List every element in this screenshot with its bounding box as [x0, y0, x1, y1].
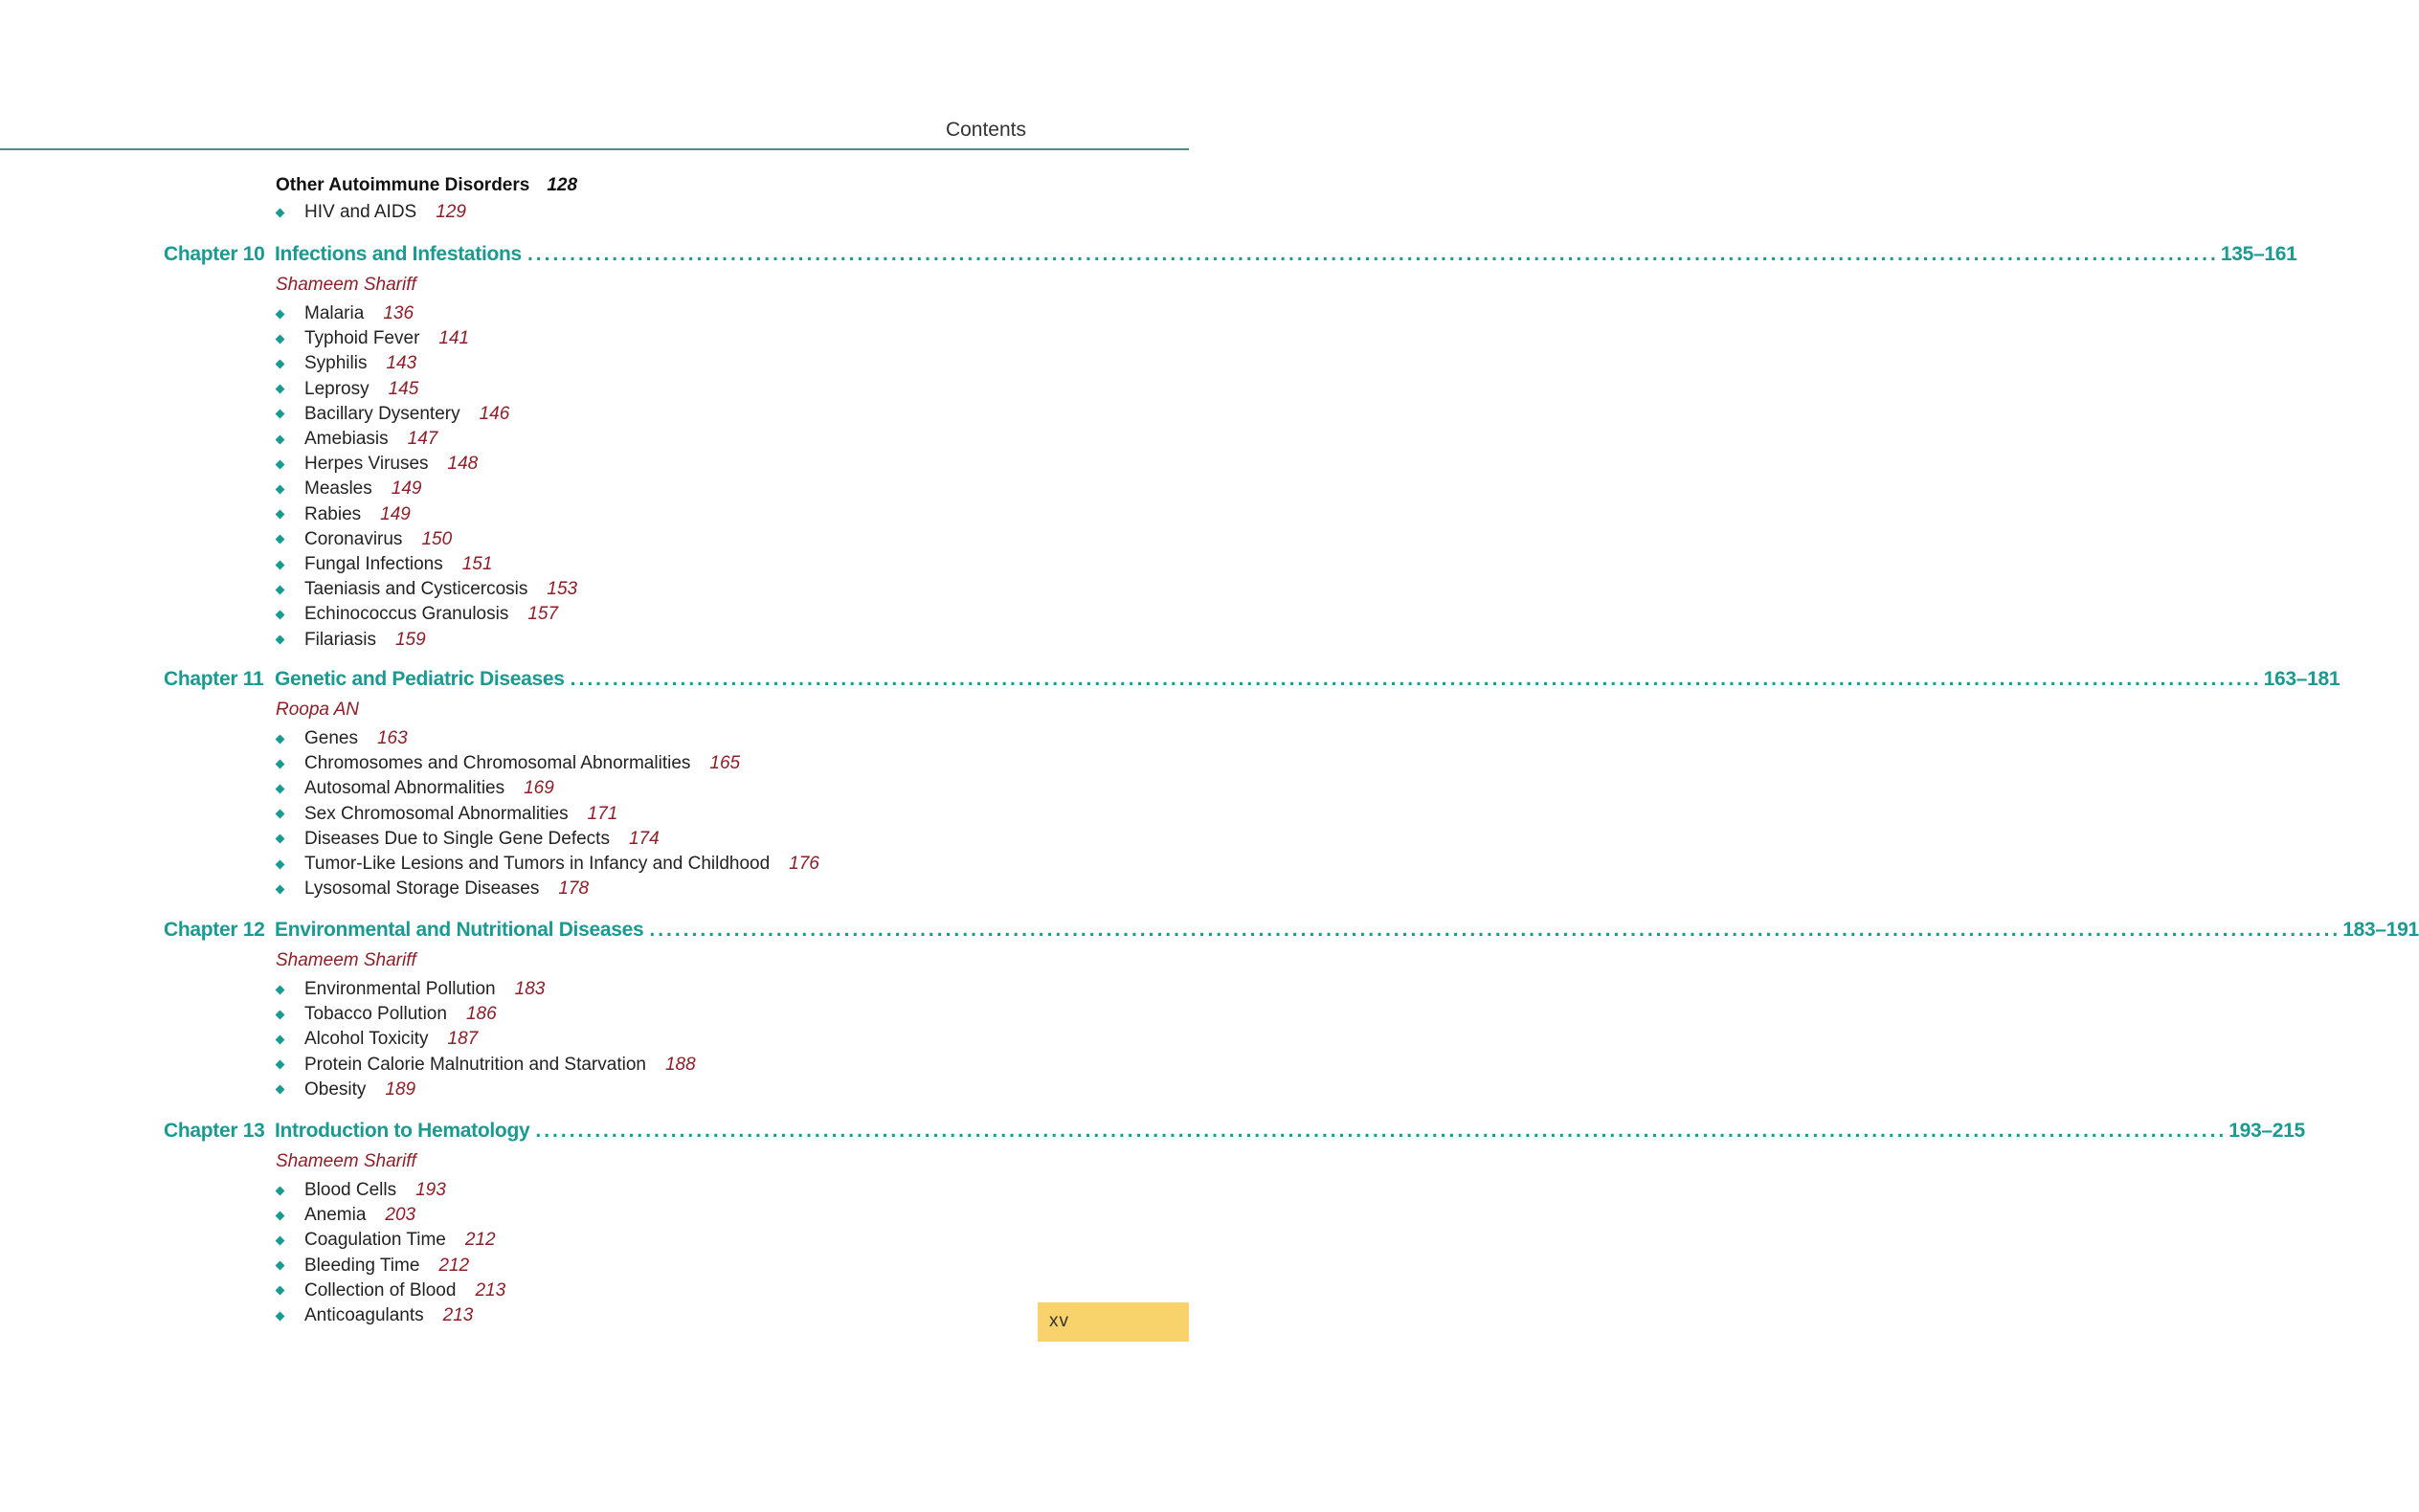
- toc-item: [276, 577, 577, 602]
- toc-item-page: 153: [547, 579, 578, 600]
- section-heading: [276, 175, 577, 196]
- toc-item: [276, 977, 545, 1002]
- toc-item: [276, 452, 478, 477]
- toc-item: [276, 502, 411, 527]
- toc-item-label: Measles: [304, 478, 372, 500]
- chapter-page-range: 193–215: [2229, 1120, 2305, 1142]
- diamond-bullet-icon: [276, 434, 285, 444]
- page-number-tab: [1038, 1302, 1189, 1342]
- toc-item-page: 151: [461, 554, 493, 574]
- section-heading-title: Other Autoimmune Disorders: [276, 175, 530, 195]
- toc-item-label: Tumor-Like Lesions and Tumors in Infancy and Childhood: [304, 854, 771, 874]
- toc-item-page: 169: [524, 778, 554, 799]
- diamond-bullet-icon: [276, 334, 285, 344]
- toc-item-label: Chromosomes and Chromosomal Abnormalities: [304, 753, 691, 774]
- toc-item: [276, 1002, 497, 1027]
- toc-item-label: Malaria: [304, 303, 365, 323]
- toc-item: [276, 477, 421, 501]
- toc-item: [276, 877, 589, 901]
- diamond-bullet-icon: [276, 535, 285, 545]
- diamond-bullet-icon: [276, 610, 285, 619]
- diamond-bullet-icon: [276, 385, 285, 394]
- toc-item-label: Filariasis: [304, 629, 376, 650]
- diamond-bullet-icon: [276, 208, 285, 217]
- leader-dots: ........................................................................................................................................................................................................: [526, 243, 2219, 265]
- toc-item-page: 187: [447, 1029, 479, 1050]
- toc-item-label: Genes: [304, 728, 358, 748]
- chapter-heading: [164, 919, 2419, 947]
- diamond-bullet-icon: [276, 859, 285, 869]
- toc-item: [276, 827, 660, 852]
- toc-item-page: 150: [421, 528, 453, 549]
- toc-item: [276, 1027, 478, 1052]
- toc-item-page: 188: [664, 1054, 696, 1075]
- chapter-author: Shameem Shariff: [276, 1151, 416, 1171]
- running-head: Contents: [945, 119, 1026, 141]
- diamond-bullet-icon: [276, 359, 285, 368]
- toc-item-page: 203: [385, 1205, 416, 1226]
- toc-item-page: 149: [380, 503, 411, 524]
- toc-item-label: Echinococcus Granulosis: [304, 604, 509, 625]
- chapter-title: Infections and Infestations: [275, 243, 522, 265]
- page-number: xv: [1049, 1311, 1069, 1331]
- toc-item: [276, 301, 414, 326]
- toc-item-page: 163: [376, 728, 408, 748]
- toc-item-page: 149: [391, 478, 422, 500]
- diamond-bullet-icon: [276, 1235, 285, 1245]
- toc-item-label: Coagulation Time: [304, 1230, 446, 1251]
- toc-item: [276, 1078, 415, 1102]
- diamond-bullet-icon: [276, 459, 285, 469]
- diamond-bullet-icon: [276, 1060, 285, 1070]
- toc-item: [276, 200, 466, 225]
- diamond-bullet-icon: [276, 834, 285, 844]
- leader-dots: ........................................................................................................................................................................................................: [535, 1120, 2228, 1142]
- chapter-title: Environmental and Nutritional Diseases: [275, 919, 644, 941]
- toc-item-page: 148: [447, 454, 479, 475]
- chapter-number: Chapter 13: [164, 1120, 265, 1142]
- toc-item-label: Collection of Blood: [304, 1279, 457, 1301]
- toc-item: [276, 552, 492, 577]
- toc-item: [276, 1178, 446, 1203]
- diamond-bullet-icon: [276, 560, 285, 569]
- diamond-bullet-icon: [276, 1211, 285, 1220]
- toc-item: [276, 527, 452, 552]
- diamond-bullet-icon: [276, 759, 285, 768]
- toc-item: [276, 726, 408, 751]
- toc-item: [276, 776, 554, 801]
- diamond-bullet-icon: [276, 1311, 285, 1321]
- toc-item: [276, 602, 558, 627]
- diamond-bullet-icon: [276, 884, 285, 894]
- toc-item-label: Typhoid Fever: [304, 328, 420, 349]
- diamond-bullet-icon: [276, 1010, 285, 1019]
- toc-item-page: 136: [383, 303, 414, 323]
- toc-item-label: Bacillary Dysentery: [304, 403, 460, 424]
- toc-item-page: 143: [386, 353, 417, 374]
- diamond-bullet-icon: [276, 484, 285, 494]
- toc-item-page: 129: [436, 202, 466, 222]
- toc-item-page: 178: [558, 878, 590, 900]
- diamond-bullet-icon: [276, 1034, 285, 1044]
- chapter-page-range: 183–191: [2342, 919, 2419, 941]
- toc-item-label: Anticoagulants: [304, 1305, 424, 1325]
- toc-item-page: 171: [587, 803, 618, 824]
- toc-item-label: Leprosy: [304, 378, 370, 399]
- toc-item-page: 146: [479, 403, 510, 424]
- toc-item-page: 183: [514, 979, 546, 999]
- diamond-bullet-icon: [276, 810, 285, 819]
- diamond-bullet-icon: [276, 734, 285, 744]
- chapter-title: Introduction to Hematology: [275, 1120, 530, 1142]
- chapter-number: Chapter 11: [164, 668, 264, 690]
- toc-item-page: 213: [442, 1305, 474, 1325]
- toc-item-label: Sex Chromosomal Abnormalities: [304, 803, 569, 824]
- toc-item: [276, 1303, 473, 1328]
- toc-item-page: 165: [709, 753, 741, 774]
- toc-item-label: Obesity: [304, 1078, 367, 1100]
- toc-item-page: 189: [385, 1078, 416, 1100]
- chapter-title: Genetic and Pediatric Diseases: [275, 668, 565, 690]
- toc-item: [276, 351, 416, 376]
- toc-item-label: Anemia: [304, 1205, 367, 1226]
- diamond-bullet-icon: [276, 635, 285, 645]
- toc-item-page: 147: [407, 429, 438, 449]
- toc-item-page: 193: [415, 1180, 446, 1200]
- toc-item-page: 174: [628, 828, 660, 849]
- toc-item: [276, 751, 740, 776]
- toc-item: [276, 1279, 505, 1303]
- diamond-bullet-icon: [276, 1186, 285, 1195]
- toc-item: [276, 377, 418, 402]
- leader-dots: ........................................................................................................................................................................................................: [570, 668, 2262, 690]
- toc-item-label: Herpes Viruses: [304, 454, 429, 475]
- toc-item-page: 141: [438, 328, 470, 349]
- leader-dots: ........................................................................................................................................................................................................: [649, 919, 2341, 941]
- toc-item-label: Fungal Infections: [304, 554, 443, 574]
- chapter-page-range: 163–181: [2263, 668, 2341, 690]
- section-heading-page: 128: [547, 175, 578, 195]
- toc-item-page: 186: [465, 1004, 497, 1025]
- toc-item-label: Protein Calorie Malnutrition and Starvation: [304, 1054, 646, 1075]
- chapter-number: Chapter 12: [164, 919, 265, 941]
- toc-item: [276, 852, 819, 877]
- toc-item-page: 176: [789, 854, 819, 874]
- toc-item-label: HIV and AIDS: [304, 202, 417, 222]
- toc-item-label: Blood Cells: [304, 1180, 397, 1200]
- chapter-author: Shameem Shariff: [276, 275, 416, 295]
- chapter-page-range: 135–161: [2220, 243, 2297, 265]
- diamond-bullet-icon: [276, 1286, 285, 1296]
- toc-item-label: Coronavirus: [304, 528, 403, 549]
- toc-item: [276, 628, 426, 653]
- toc-item-page: 212: [464, 1230, 496, 1251]
- diamond-bullet-icon: [276, 410, 285, 419]
- diamond-bullet-icon: [276, 585, 285, 594]
- chapter-heading: [164, 668, 2341, 697]
- toc-item-label: Environmental Pollution: [304, 979, 496, 999]
- toc-item-label: Diseases Due to Single Gene Defects: [304, 828, 610, 849]
- chapter-heading: [164, 1120, 2305, 1148]
- diamond-bullet-icon: [276, 510, 285, 520]
- toc-item: [276, 1254, 469, 1279]
- toc-item-label: Amebiasis: [304, 429, 389, 449]
- chapter-author: Roopa AN: [276, 700, 359, 720]
- diamond-bullet-icon: [276, 1261, 285, 1271]
- toc-item-label: Tobacco Pollution: [304, 1004, 447, 1025]
- toc-item: [276, 1228, 496, 1253]
- toc-item: [276, 1203, 415, 1228]
- toc-item-label: Bleeding Time: [304, 1255, 420, 1276]
- toc-item-page: 212: [438, 1255, 470, 1276]
- toc-item-label: Alcohol Toxicity: [304, 1029, 429, 1050]
- diamond-bullet-icon: [276, 985, 285, 994]
- toc-item: [276, 1053, 696, 1078]
- toc-item-page: 145: [388, 378, 419, 399]
- toc-item: [276, 326, 469, 351]
- diamond-bullet-icon: [276, 1085, 285, 1095]
- toc-item: [276, 402, 509, 427]
- toc-item-page: 157: [527, 604, 559, 625]
- toc-item-label: Syphilis: [304, 353, 368, 374]
- toc-item-label: Autosomal Abnormalities: [304, 778, 505, 799]
- toc-item-label: Taeniasis and Cysticercosis: [304, 579, 528, 600]
- chapter-number: Chapter 10: [164, 243, 265, 265]
- toc-item-label: Lysosomal Storage Diseases: [304, 878, 540, 900]
- toc-item-label: Rabies: [304, 503, 362, 524]
- toc-item-page: 213: [475, 1279, 506, 1301]
- chapter-heading: [164, 243, 2297, 272]
- toc-item: [276, 427, 437, 452]
- diamond-bullet-icon: [276, 784, 285, 793]
- toc-item-page: 159: [394, 629, 426, 650]
- diamond-bullet-icon: [276, 309, 285, 319]
- chapter-author: Shameem Shariff: [276, 950, 416, 970]
- toc-item: [276, 802, 617, 827]
